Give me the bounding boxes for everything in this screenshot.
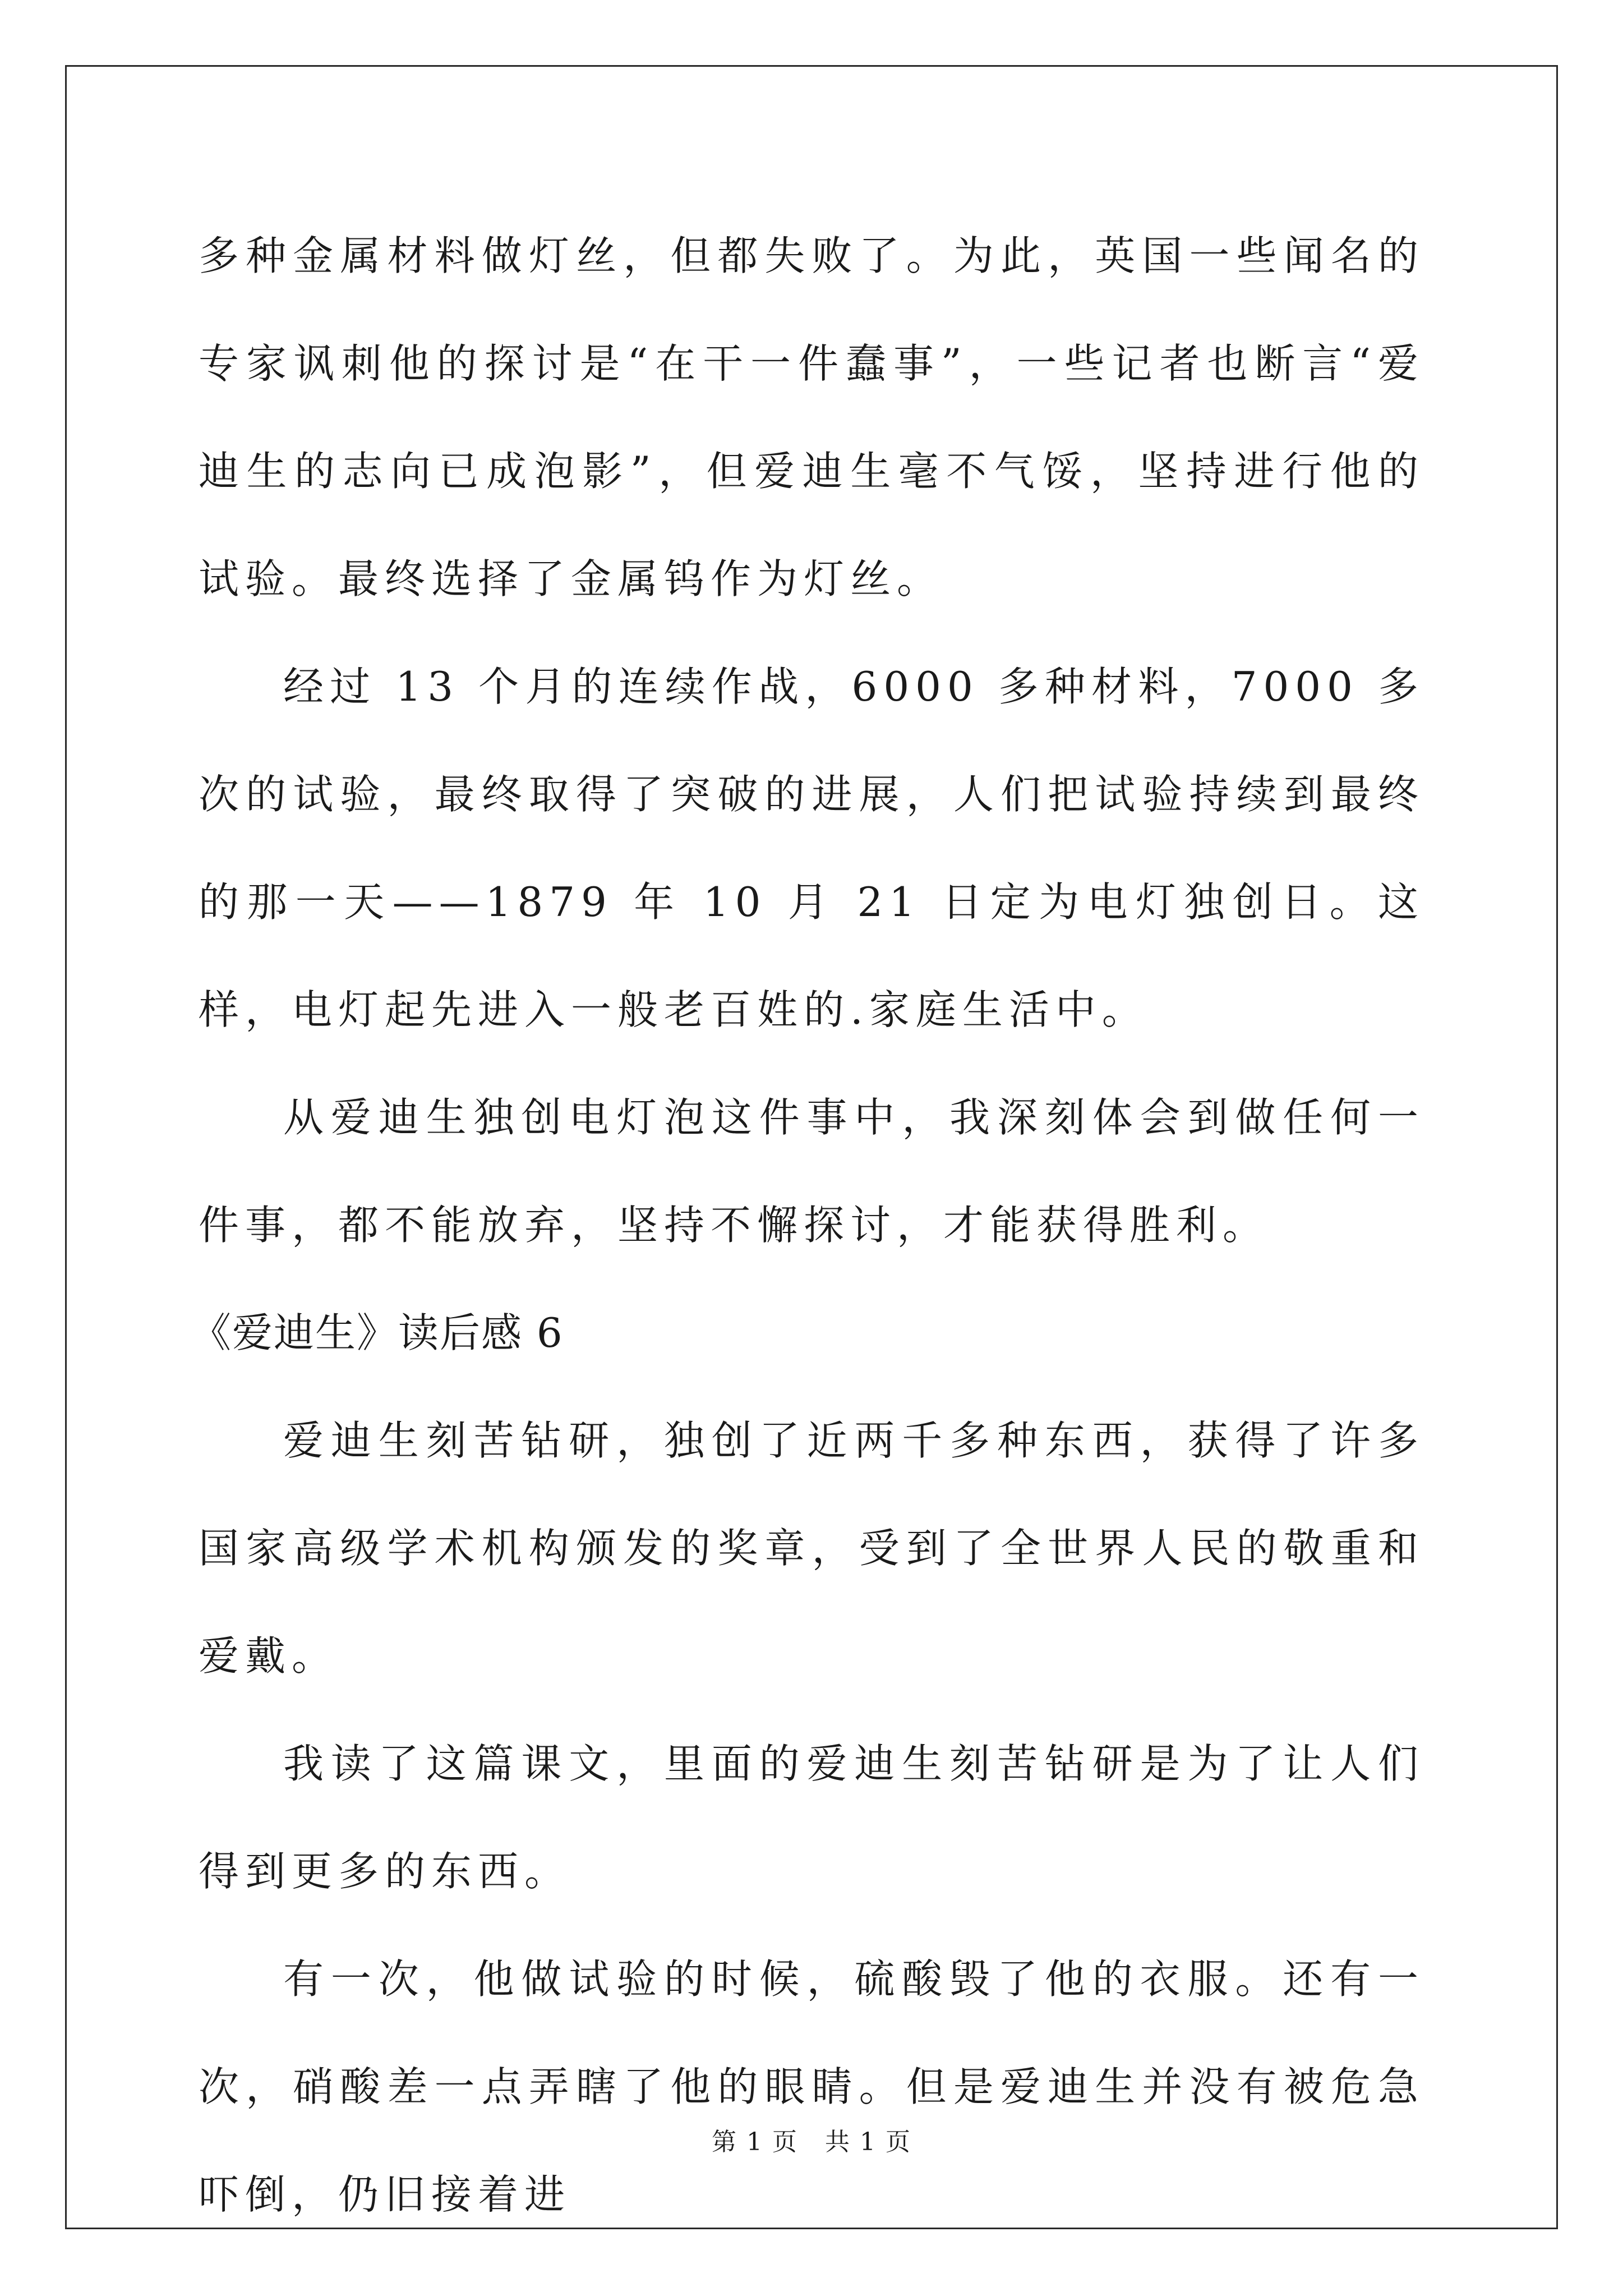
paragraph-6: 有一次，他做试验的时候，硫酸毁了他的衣服。还有一次，硝酸差一点弄瞎了他的眼睛。但是爱迪生并没有被危急吓倒，仍旧接着进: [199, 1955, 1424, 2218]
paragraph-1: 多种金属材料做灯丝，但都失败了。为此，英国一些闻名的专家讽刺他的探讨是“在干一件蠢事”，一些记者也断言“爱迪生的志向已成泡影”，但爱迪生毫不气馁，坚持进行他的试验。最终选择了金属钨作为灯丝。: [199, 232, 1424, 602]
section-heading: 《爱迪生》读后感 6: [191, 1309, 564, 1356]
paragraph-2: 经过 13 个月的连续作战，6000 多种材料，7000 多次的试验，最终取得了突破的进展，人们把试验持续到最终的那一天——1879 年 10 月 21 日定为电灯独创日。这样，电灯起先进入一般老百姓的.家庭生活中。: [199, 663, 1424, 1033]
page-number: 第 1 页: [712, 2128, 798, 2156]
page-total: 共 1 页: [825, 2128, 911, 2156]
page-footer: [0, 2122, 1623, 2157]
document-body: [191, 202, 1424, 2248]
paragraph-3: 从爱迪生独创电灯泡这件事中，我深刻体会到做任何一件事，都不能放弃，坚持不懈探讨，才能获得胜利。: [199, 1094, 1424, 1249]
paragraph-4: 爱迪生刻苦钻研，独创了近两千多种东西，获得了许多国家高级学术机构颁发的奖章，受到了全世界人民的敬重和爱戴。: [199, 1417, 1424, 1680]
paragraph-5: 我读了这篇课文，里面的爱迪生刻苦钻研是为了让人们得到更多的东西。: [199, 1740, 1424, 1895]
